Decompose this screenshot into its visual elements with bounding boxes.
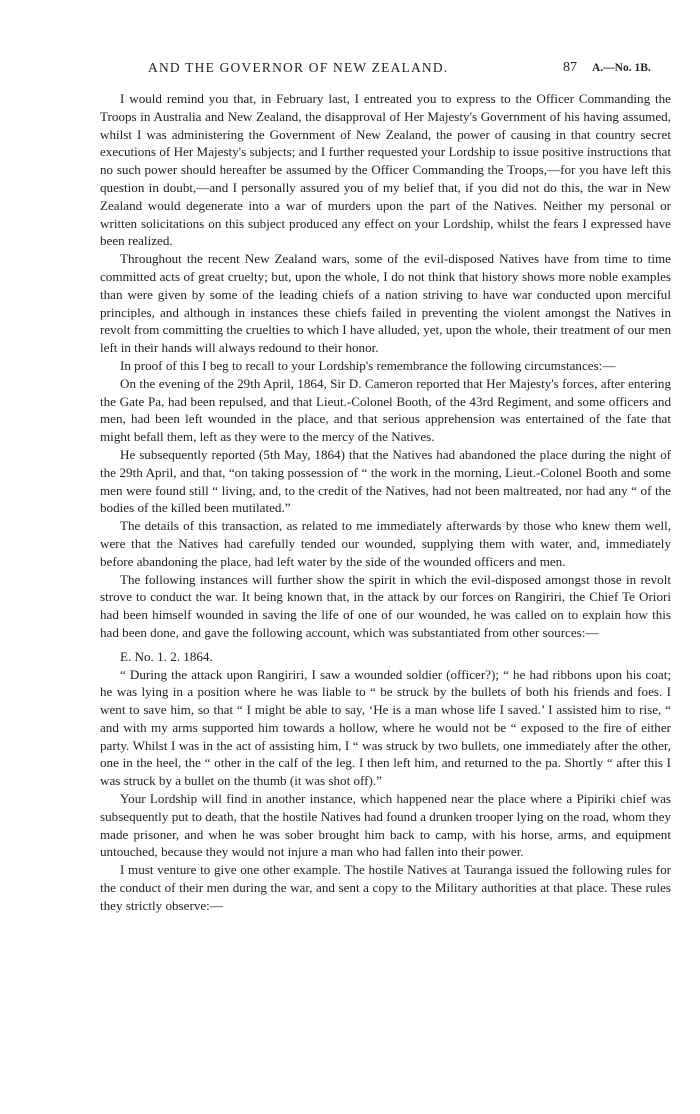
paragraph: Your Lordship will find in another instance, which happened near the place where a Pipiriki chief was subsequently put to death, that the hostile Natives had found a drunken trooper lying on the road, whom they made prisoner, and when he was sober brought him back to camp, with his horse, arms, and equipment untouched, because they would not injure a man who had fallen into their power. (100, 791, 671, 860)
running-title: AND THE GOVERNOR OF NEW ZEALAND. (148, 60, 449, 75)
paragraph: Throughout the recent New Zealand wars, some of the evil-disposed Natives have from time to time committed acts of great cruelty; but, upon the whole, I do not think that history shows more noble examples than were given by some of the leading chiefs of a nation striving to have war conducted upon merciful principles, and although in instances these chiefs failed in preventing the violent amongst the Natives in revolt from committing the cruelties to which I have alluded, yet, upon the whole, their treatment of our men left in their hands will always redound to their honor. (100, 251, 671, 356)
paragraph: On the evening of the 29th April, 1864, Sir D. Cameron reported that Her Majesty's forces, after entering the Gate Pa, had been repulsed, and that Lieut.-Colonel Booth, of the 43rd Regiment, and some officers and men, had been left wounded in the place, and that serious apprehension was entertained of the fate that might befall them, left as they were to the mercy of the Natives. (100, 375, 671, 445)
block-quote: “ During the attack upon Rangiriri, I saw a wounded soldier (officer?); “ he had ribbons upon his coat; he was lying in a position where he was liable to “ be struck by the bullets of both his friends and foes. I went to save him, so that “ I might be able to say, ‘He is a man whose life I saved.’ I assisted him to rise, “ and with my arms supported him towards a hollow, where he would not be “ exposed to the fire of either party. Whilst I was in the act of assisting him, I “ was struck by two bullets, one immediately after the other, one in the heel, the “ other in the calf of the leg. I then left him, and returned to the pa. Shortly “ after this I was struck by a bullet on the thumb (it was shot off).” (100, 666, 671, 789)
body-text (100, 90, 671, 915)
paragraph: He subsequently reported (5th May, 1864) that the Natives had abandoned the place during the night of the 29th April, and that, “on taking possession of “ the work in the morning, Lieut.-Colonel Booth and some men were found still “ living, and, to the credit of the Natives, had not been maltreated, nor had any “ of the bodies of the killed been mutilated.” (100, 446, 671, 516)
paragraph: In proof of this I beg to recall to your Lordship's remembrance the following circumstances:— (120, 357, 616, 373)
paragraph: The following instances will further show the spirit in which the evil-disposed amongst those in revolt strove to conduct the war. It being known that, in the attack by our forces on Rangiriri, the Chief Te Oriori had been himself wounded in saving the life of one of our wounded, he was called on to explain how this had been done, and gave the following account, which was substantiated from other sources:— (100, 571, 671, 640)
page-number: 87 (563, 60, 577, 75)
paragraph: I must venture to give one other example. The hostile Natives at Tauranga issued the following rules for the conduct of their men during the war, and sent a copy to the Military authorities at that place. These rules they strictly observe:— (100, 862, 671, 913)
paper-reference: A.—No. 1B. (592, 62, 651, 74)
paragraph: The details of this transaction, as related to me immediately afterwards by those who knew them well, were that the Natives had carefully tended our wounded, supplying them with water, and, immediately before abandoning the place, had left water by the side of the wounded officers and men. (100, 518, 671, 569)
document-reference: E. No. 1. 2. 1864. (120, 648, 213, 664)
paragraph: I would remind you that, in February last, I entreated you to express to the Officer Commanding the Troops in Australia and New Zealand, the disapproval of Her Majesty's Government of his having assumed, whilst I was administering the Government of New Zealand, the power of causing in that country secret executions of Her Majesty's subjects; and I further requested your Lordship to issue positive instructions that no such power should hereafter be assumed by the Officer Commanding the Troops,—for you have left this question in doubt,—and I personally assured you of my belief that, if you did not do this, the war in New Zealand would degenerate into a war of murders upon the part of the Natives. Neither my personal or written solicitations on this subject produced any effect on your Lordship, whilst the fears I expressed have been realized. (100, 91, 671, 249)
